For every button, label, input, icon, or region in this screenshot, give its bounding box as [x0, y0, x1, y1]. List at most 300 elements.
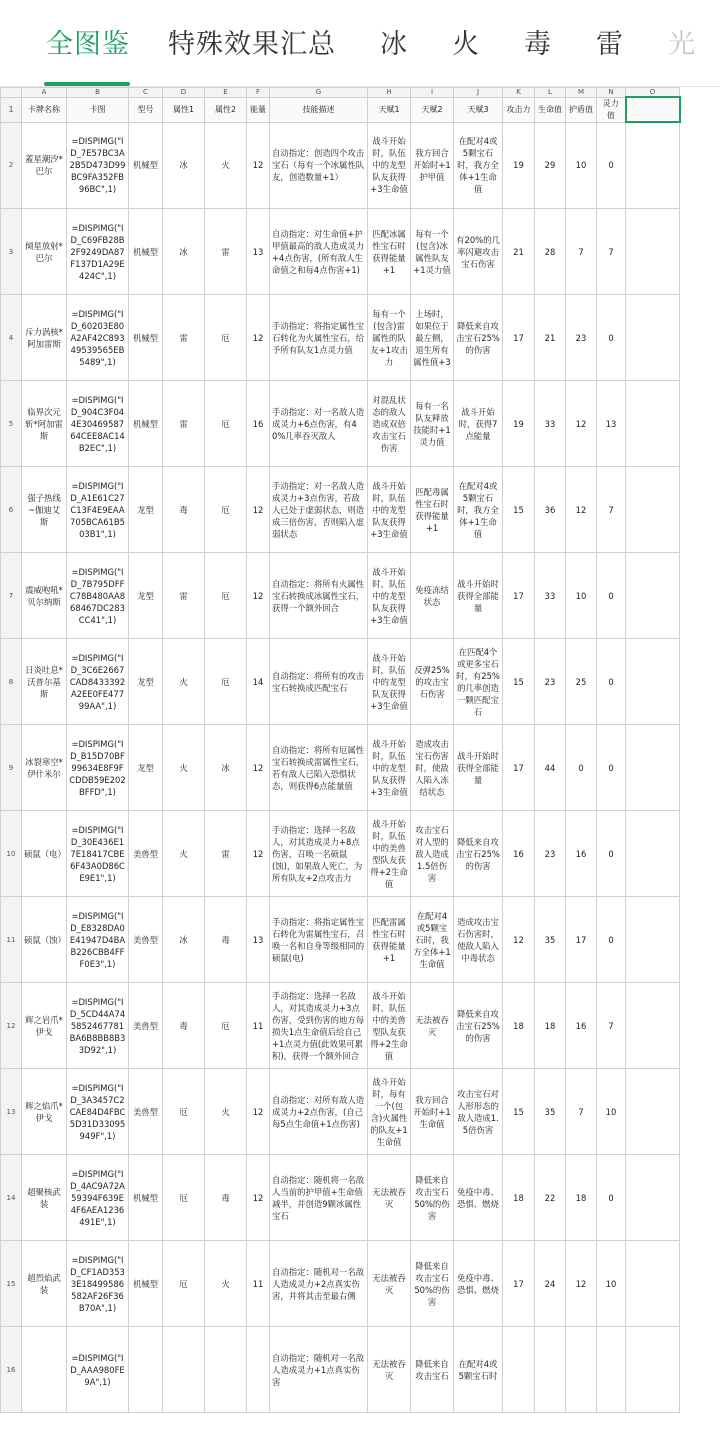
table-cell[interactable]	[626, 1327, 680, 1413]
table-cell[interactable]: 44	[535, 725, 566, 811]
table-row[interactable]	[1, 1155, 680, 1241]
column-header-d[interactable]: D	[163, 88, 205, 98]
table-cell[interactable]: 降低来自攻击宝石50%的伤害	[411, 1241, 454, 1327]
spreadsheet-grid[interactable]	[0, 87, 681, 1413]
row-number[interactable]: 11	[1, 897, 22, 983]
table-cell[interactable]: 16	[247, 381, 270, 467]
column-header-h[interactable]: H	[368, 88, 411, 98]
header-cell[interactable]: 型号	[129, 97, 163, 122]
table-cell[interactable]: 24	[535, 1241, 566, 1327]
table-row[interactable]	[1, 122, 680, 209]
table-cell[interactable]: 每有一个(包含)冰属性队友+1灵力值	[411, 209, 454, 295]
table-cell[interactable]: 16	[503, 811, 535, 897]
table-cell[interactable]: =DISPIMG("ID_7E57BC3A2B5D473D99BC9FA352FB96BC",1)	[67, 122, 129, 209]
table-cell[interactable]: 毒	[205, 897, 247, 983]
table-cell[interactable]: 战斗开始时获得全部能量	[454, 553, 503, 639]
table-cell[interactable]: 29	[535, 122, 566, 209]
row-number[interactable]: 13	[1, 1069, 22, 1155]
table-cell[interactable]: 战斗开始时获得全部能量	[454, 725, 503, 811]
table-cell[interactable]: 美兽型	[129, 811, 163, 897]
table-row[interactable]	[1, 553, 680, 639]
table-cell[interactable]: 35	[535, 897, 566, 983]
table-cell[interactable]: 23	[535, 639, 566, 725]
table-cell[interactable]: 无法被吞灭	[411, 983, 454, 1069]
table-row[interactable]	[1, 1241, 680, 1327]
table-cell[interactable]: =DISPIMG("ID_B15D70BF99634E8F9FCDDB59E202BFFD",1)	[67, 725, 129, 811]
table-cell[interactable]: 手动指定：选择一名敌人，对其造成灵力+8点伤害，召唤一名硕鼠(蚀)，如果敌人死亡，为所有队友+2点攻击力	[270, 811, 368, 897]
table-cell[interactable]: 10	[597, 1241, 626, 1327]
row-number[interactable]: 5	[1, 381, 22, 467]
table-cell[interactable]	[626, 381, 680, 467]
table-cell[interactable]: 12	[247, 467, 270, 553]
table-cell[interactable]	[626, 639, 680, 725]
table-cell[interactable]: =DISPIMG("ID_3C6E2667CAD8433392A2EE0FE47799AA",1)	[67, 639, 129, 725]
table-cell[interactable]: 造成攻击宝石伤害时，使敌人陷入中毒状态	[454, 897, 503, 983]
table-cell[interactable]: 火	[163, 725, 205, 811]
table-cell[interactable]: 0	[566, 725, 597, 811]
row-number[interactable]: 3	[1, 209, 22, 295]
table-cell[interactable]: 21	[535, 295, 566, 381]
header-cell[interactable]: 属性1	[163, 97, 205, 122]
table-cell[interactable]: 攻击宝石对人型的敌人造成1.5倍伤害	[411, 811, 454, 897]
table-cell[interactable]: 15	[503, 467, 535, 553]
table-cell[interactable]: 毒	[205, 1155, 247, 1241]
table-cell[interactable]: 硕鼠（蚀）	[22, 897, 67, 983]
table-cell[interactable]: 免疫中毒、恐惧、燃烧	[454, 1241, 503, 1327]
table-cell[interactable]: 7	[597, 467, 626, 553]
table-cell[interactable]: 厄	[205, 983, 247, 1069]
table-cell[interactable]: 厄	[205, 553, 247, 639]
table-cell[interactable]: 12	[247, 122, 270, 209]
table-cell[interactable]: 18	[503, 1155, 535, 1241]
table-cell[interactable]: 有20%的几率闪避攻击宝石伤害	[454, 209, 503, 295]
column-header-a[interactable]: A	[22, 88, 67, 98]
column-header-k[interactable]: K	[503, 88, 535, 98]
row-number[interactable]: 7	[1, 553, 22, 639]
tab-thunder[interactable]: 雷	[596, 29, 624, 60]
table-cell[interactable]: 火	[205, 1241, 247, 1327]
row-number[interactable]: 2	[1, 122, 22, 209]
header-cell[interactable]: 护盾值	[566, 97, 597, 122]
table-cell[interactable]: 18	[566, 1155, 597, 1241]
column-header-row	[1, 88, 680, 98]
table-cell[interactable]: 12	[247, 725, 270, 811]
table-cell[interactable]: 12	[247, 811, 270, 897]
table-cell[interactable]: 美兽型	[129, 897, 163, 983]
table-cell[interactable]: 23	[566, 295, 597, 381]
table-cell[interactable]: 降低来自攻击宝石	[411, 1327, 454, 1413]
table-cell[interactable]: 毒	[163, 467, 205, 553]
table-cell[interactable]: 机械型	[129, 209, 163, 295]
table-row[interactable]	[1, 811, 680, 897]
table-cell[interactable]: 18	[535, 983, 566, 1069]
table-cell[interactable]: 厄	[163, 1241, 205, 1327]
table-cell[interactable]	[626, 983, 680, 1069]
column-header-i[interactable]: I	[411, 88, 454, 98]
table-cell[interactable]: =DISPIMG("ID_4AC9A72A59394F639E4F6AEA1236491E",1)	[67, 1155, 129, 1241]
header-cell[interactable]: 天赋1	[368, 97, 411, 122]
table-cell[interactable]: 35	[535, 1069, 566, 1155]
column-header-n[interactable]: N	[597, 88, 626, 98]
table-cell[interactable]: 10	[566, 553, 597, 639]
table-cell[interactable]: 自动指定：对所有敌人造成灵力+2点伤害，(自己每5点生命值+1点伤害)	[270, 1069, 368, 1155]
table-cell[interactable]: 自动指定：创造四个攻击宝石（每有一个冰属性队友，创造数量+1）	[270, 122, 368, 209]
column-header-b[interactable]: B	[67, 88, 129, 98]
row-number[interactable]: 10	[1, 811, 22, 897]
table-cell[interactable]: 0	[597, 295, 626, 381]
table-cell[interactable]: 10	[566, 122, 597, 209]
row-number[interactable]: 8	[1, 639, 22, 725]
table-cell[interactable]: 日炎吐息*沃普尔基斯	[22, 639, 67, 725]
table-cell[interactable]: 龙型	[129, 725, 163, 811]
table-cell[interactable]: 12	[503, 897, 535, 983]
table-cell[interactable]: 11	[247, 983, 270, 1069]
table-row[interactable]	[1, 725, 680, 811]
table-cell[interactable]: 斥力涡核*阿加雷斯	[22, 295, 67, 381]
table-cell[interactable]: 倾星放射*巴尔	[22, 209, 67, 295]
table-cell[interactable]: 火	[205, 122, 247, 209]
table-cell[interactable]	[205, 1327, 247, 1413]
row-number[interactable]: 15	[1, 1241, 22, 1327]
header-cell[interactable]: 天赋3	[454, 97, 503, 122]
table-cell[interactable]: 自动指定：将所有的攻击宝石转换成匹配宝石	[270, 639, 368, 725]
table-cell[interactable]: 12	[247, 553, 270, 639]
table-row[interactable]	[1, 639, 680, 725]
table-cell[interactable]: 攻击宝石对人形形态的敌人造成1.5倍伤害	[454, 1069, 503, 1155]
table-cell[interactable]: 12	[247, 295, 270, 381]
table-cell[interactable]: 匹配雷属性宝石时获得能量+1	[368, 897, 411, 983]
table-cell[interactable]	[566, 1327, 597, 1413]
table-cell[interactable]	[626, 467, 680, 553]
table-cell[interactable]: 33	[535, 553, 566, 639]
table-cell[interactable]: 11	[247, 1241, 270, 1327]
table-cell[interactable]: 在配对4或5颗宝石时，我方全体+1生命值	[454, 122, 503, 209]
table-cell[interactable]: 降低来自攻击宝石25%的伤害	[454, 983, 503, 1069]
table-cell[interactable]: =DISPIMG("ID_60203E80A2AF42C89349539565EB5489",1)	[67, 295, 129, 381]
row-number[interactable]: 14	[1, 1155, 22, 1241]
tab-ice[interactable]: 冰	[380, 29, 408, 60]
table-cell[interactable]: 0	[597, 725, 626, 811]
table-cell[interactable]: 自动指定：随机将一名敌人当前的护甲值+生命值减半，并创造9颗冰属性宝石	[270, 1155, 368, 1241]
table-cell[interactable]: 机械型	[129, 381, 163, 467]
table-cell[interactable]: 战斗开始时，队伍中的龙型队友获得+3生命值	[368, 553, 411, 639]
table-cell[interactable]: 上场时，如果位于最左侧，退生所有属性值+3	[411, 295, 454, 381]
table-cell[interactable]: 7	[597, 209, 626, 295]
table-cell[interactable]: 17	[503, 295, 535, 381]
table-cell[interactable]: 36	[535, 467, 566, 553]
table-cell[interactable]: 手动指定：选择一名敌人，对其造成灵力+3点伤害，受到伤害的地方每损失1点生命值后给自己+1点灵力值(此效果可累积)，获得一个额外回合	[270, 983, 368, 1069]
table-cell[interactable]	[163, 1327, 205, 1413]
table-cell[interactable]: 14	[247, 639, 270, 725]
table-cell[interactable]: 自动指定：随机对一名敌人造成灵力+2点真实伤害，并将其击至最右侧	[270, 1241, 368, 1327]
table-cell[interactable]: 冰	[163, 897, 205, 983]
table-cell[interactable]: 13	[247, 209, 270, 295]
table-cell[interactable]: 厄	[205, 381, 247, 467]
table-cell[interactable]: 12	[566, 467, 597, 553]
table-cell[interactable]: 无法被吞灭	[368, 1241, 411, 1327]
table-cell[interactable]: 手动指定：对一名敌人造成灵力+6点伤害，有40%几率吞灭敌人	[270, 381, 368, 467]
table-cell[interactable]: 22	[535, 1155, 566, 1241]
table-cell[interactable]: 自动指定：将所有厄属性宝石转换成雷属性宝石，若有敌人已陷入恐惧状态，则获得6点能量值	[270, 725, 368, 811]
table-cell[interactable]: 0	[597, 122, 626, 209]
header-cell[interactable]: 能量	[247, 97, 270, 122]
tab-light[interactable]: 光	[668, 29, 696, 60]
table-cell[interactable]	[626, 122, 680, 209]
table-cell[interactable]: 19	[503, 381, 535, 467]
table-cell[interactable]: 战斗开始时，每有一个(包含)火属性的队友+1生命值	[368, 1069, 411, 1155]
table-cell[interactable]: 雷	[163, 295, 205, 381]
table-cell[interactable]: 战斗开始时，队伍中的美兽型队友获得+2生命值	[368, 811, 411, 897]
row-number[interactable]: 12	[1, 983, 22, 1069]
table-cell[interactable]: 火	[163, 639, 205, 725]
table-cell[interactable]: 17	[503, 1241, 535, 1327]
table-cell[interactable]: 冰	[163, 209, 205, 295]
table-row[interactable]	[1, 209, 680, 295]
column-header-m[interactable]: M	[566, 88, 597, 98]
table-cell[interactable]: =DISPIMG("ID_E8328DA0E41947D4BAB226CBB4FFF0E3",1)	[67, 897, 129, 983]
table-cell[interactable]	[626, 811, 680, 897]
table-cell[interactable]	[626, 725, 680, 811]
table-cell[interactable]: 19	[503, 122, 535, 209]
table-cell[interactable]: 匹配冰属性宝石时获得能量+1	[368, 209, 411, 295]
row-number[interactable]: 16	[1, 1327, 22, 1413]
table-cell[interactable]: =DISPIMG("ID_C69FB28B2F9249DA87F137D1A29E424C",1)	[67, 209, 129, 295]
row-number[interactable]: 9	[1, 725, 22, 811]
table-cell[interactable]: 手动指定：对一名敌人造成灵力+3点伤害，若敌人已处于虚弱状态，则造成三倍伤害，否则陷入虚弱状态	[270, 467, 368, 553]
select-all-corner[interactable]	[1, 88, 22, 98]
table-cell[interactable]: =DISPIMG("ID_CF1AD3533E18499586582AF26F36B70A",1)	[67, 1241, 129, 1327]
table-cell[interactable]: 强子热线~伽迪艾斯	[22, 467, 67, 553]
table-cell[interactable]	[626, 1241, 680, 1327]
table-cell[interactable]: 龙型	[129, 553, 163, 639]
table-cell[interactable]: 雷	[205, 811, 247, 897]
table-cell[interactable]: 0	[597, 897, 626, 983]
table-cell[interactable]: 降低来自攻击宝石50%的伤害	[411, 1155, 454, 1241]
table-cell[interactable]: 厄	[205, 295, 247, 381]
table-cell[interactable]: 厄	[163, 1155, 205, 1241]
table-cell[interactable]: 28	[535, 209, 566, 295]
table-cell[interactable]: 冰	[205, 725, 247, 811]
table-cell[interactable]: 雷	[163, 381, 205, 467]
table-cell[interactable]	[503, 1327, 535, 1413]
table-cell[interactable]	[22, 1327, 67, 1413]
table-cell[interactable]: 12	[566, 381, 597, 467]
table-row[interactable]	[1, 1069, 680, 1155]
table-cell[interactable]: =DISPIMG("ID_904C3F044E3046958764CEE8AC14B2EC",1)	[67, 381, 129, 467]
column-header-o[interactable]: O	[626, 88, 680, 98]
table-cell[interactable]: 战斗开始时，获得7点能量	[454, 381, 503, 467]
table-cell[interactable]: 每有一个(包含)雷属性的队友+1攻击力	[368, 295, 411, 381]
table-row[interactable]	[1, 983, 680, 1069]
table-cell[interactable]: 手动指定：将指定属性宝石转化为火属性宝石，给予所有队友1点灵力值	[270, 295, 368, 381]
header-cell[interactable]: 灵力值	[597, 97, 626, 122]
table-cell[interactable]	[129, 1327, 163, 1413]
table-cell[interactable]: 美兽型	[129, 1069, 163, 1155]
table-cell[interactable]: 厄	[205, 467, 247, 553]
table-cell[interactable]	[626, 1155, 680, 1241]
header-cell[interactable]: 卡牌名称	[22, 97, 67, 122]
table-cell[interactable]: 辉之岩爪*伊戈	[22, 983, 67, 1069]
table-cell[interactable]: 临界次元斩*阿加雷斯	[22, 381, 67, 467]
table-cell[interactable]: =DISPIMG("ID_30E436E17E18417CBE6F43A0D86CE9E1",1)	[67, 811, 129, 897]
header-cell[interactable]: 属性2	[205, 97, 247, 122]
column-header-e[interactable]: E	[205, 88, 247, 98]
table-cell[interactable]: 17	[503, 725, 535, 811]
table-cell[interactable]: =DISPIMG("ID_AAA980FE9A",1)	[67, 1327, 129, 1413]
table-cell[interactable]: 冰	[163, 122, 205, 209]
table-cell[interactable]: 无法被吞灭	[368, 1327, 411, 1413]
table-cell[interactable]	[626, 553, 680, 639]
table-cell[interactable]: 在配对4或5颗宝石时，我方全体+1生命值	[411, 897, 454, 983]
table-cell[interactable]: 战斗开始时，队伍中的龙型队友获得+3生命值	[368, 467, 411, 553]
table-cell[interactable]: 超烈焰武装	[22, 1241, 67, 1327]
table-cell[interactable]: 16	[566, 811, 597, 897]
table-cell[interactable]: 冰裂寒空*伊什米尔	[22, 725, 67, 811]
header-cell[interactable]: 生命值	[535, 97, 566, 122]
table-cell[interactable]: 我方回合开始时+1护甲值	[411, 122, 454, 209]
table-cell[interactable]	[597, 1327, 626, 1413]
header-cell[interactable]: 技能描述	[270, 97, 368, 122]
table-cell[interactable]	[626, 209, 680, 295]
column-header-g[interactable]: G	[270, 88, 368, 98]
header-cell[interactable]: 天赋2	[411, 97, 454, 122]
column-header-f[interactable]: F	[247, 88, 270, 98]
table-cell[interactable]: 火	[205, 1069, 247, 1155]
table-cell[interactable]: 13	[247, 897, 270, 983]
table-cell[interactable]: 厄	[163, 1069, 205, 1155]
table-cell[interactable]	[626, 897, 680, 983]
table-cell[interactable]: 对混乱状态的敌人造成双倍攻击宝石伤害	[368, 381, 411, 467]
row-number[interactable]: 1	[1, 97, 22, 122]
table-cell[interactable]: 美兽型	[129, 983, 163, 1069]
table-cell[interactable]: 机械型	[129, 122, 163, 209]
table-cell[interactable]: 10	[597, 1069, 626, 1155]
table-cell[interactable]: =DISPIMG("ID_5CD44A745852467781BA6B8BB8B33D92",1)	[67, 983, 129, 1069]
table-cell[interactable]: 7	[566, 1069, 597, 1155]
column-header-l[interactable]: L	[535, 88, 566, 98]
table-cell[interactable]: 降低来自攻击宝石25%的伤害	[454, 811, 503, 897]
table-cell[interactable]: 15	[503, 639, 535, 725]
table-cell[interactable]: 在配对4或5颗宝石时	[454, 1327, 503, 1413]
table-row[interactable]	[1, 467, 680, 553]
table-cell[interactable]: 手动指定：将指定属性宝石转化为雷属性宝石，召唤一名和自身等级相同的硕鼠(电)	[270, 897, 368, 983]
active-tab-indicator	[44, 82, 130, 86]
table-cell[interactable]: 33	[535, 381, 566, 467]
table-cell[interactable]: 13	[597, 381, 626, 467]
table-cell[interactable]: 机械型	[129, 1155, 163, 1241]
table-cell[interactable]: 7	[597, 983, 626, 1069]
table-cell[interactable]: 战斗开始时，队伍中的龙型队友获得+3生命值	[368, 639, 411, 725]
table-cell[interactable]: 在配对4或5颗宝石时，我方全体+1生命值	[454, 467, 503, 553]
table-cell[interactable]: 雷	[205, 209, 247, 295]
table-cell[interactable]	[626, 295, 680, 381]
table-cell[interactable]: 我方回合开始时+1生命值	[411, 1069, 454, 1155]
table-row[interactable]	[1, 1327, 680, 1413]
table-cell[interactable]: 战斗开始时，队伍中的美兽型队友获得+2生命值	[368, 983, 411, 1069]
table-cell[interactable]: 每有一名队友释放技能时+1灵力值	[411, 381, 454, 467]
row-number[interactable]: 6	[1, 467, 22, 553]
table-cell[interactable]: 16	[566, 983, 597, 1069]
table-cell[interactable]: 0	[597, 639, 626, 725]
table-row[interactable]	[1, 295, 680, 381]
table-cell[interactable]: 龙型	[129, 639, 163, 725]
table-cell[interactable]: =DISPIMG("ID_3A3457C2CAE84D4FBC5D31D33095949F",1)	[67, 1069, 129, 1155]
column-header-c[interactable]: C	[129, 88, 163, 98]
column-header-j[interactable]: J	[454, 88, 503, 98]
tab-fire[interactable]: 火	[452, 29, 480, 60]
header-row	[1, 97, 680, 122]
header-cell[interactable]: 攻击力	[503, 97, 535, 122]
table-cell[interactable]: 辉之焰爪*伊戈	[22, 1069, 67, 1155]
table-row[interactable]	[1, 897, 680, 983]
row-number[interactable]: 4	[1, 295, 22, 381]
table-cell[interactable]: 降低来自攻击宝石25%的伤害	[454, 295, 503, 381]
table-cell[interactable]: 厄	[205, 639, 247, 725]
table-cell[interactable]: 15	[503, 1069, 535, 1155]
category-tab-bar	[0, 0, 720, 87]
table-cell[interactable]: 免疫冻结状态	[411, 553, 454, 639]
table-cell[interactable]: 战斗开始时，队伍中的龙型队友获得+3生命值	[368, 725, 411, 811]
tab-poison[interactable]: 毒	[524, 29, 552, 60]
table-cell[interactable]: =DISPIMG("ID_A1E61C27C13F4E9EAA705BCA61B503B1",1)	[67, 467, 129, 553]
table-cell[interactable]: 自动指定：对生命值+护甲值最高的敌人造成灵力+4点伤害，(所有敌人生命值之和每4点伤害+1)	[270, 209, 368, 295]
table-cell[interactable]: 毒	[163, 983, 205, 1069]
header-cell[interactable]: 卡图	[67, 97, 129, 122]
table-cell[interactable]: 免疫中毒、恐惧、燃烧	[454, 1155, 503, 1241]
table-cell[interactable]: 在匹配4个或更多宝石时，有25%的几率创造一颗匹配宝石	[454, 639, 503, 725]
table-cell[interactable]: =DISPIMG("ID_7B795DFFC78B480AA868467DC283CC41",1)	[67, 553, 129, 639]
table-cell[interactable]: 21	[503, 209, 535, 295]
table-cell[interactable]: 造成攻击宝石伤害时，使敌人陷入冻结状态	[411, 725, 454, 811]
table-cell[interactable]	[626, 1069, 680, 1155]
table-cell[interactable]: 25	[566, 639, 597, 725]
table-cell[interactable]: 0	[597, 553, 626, 639]
table-cell[interactable]: 7	[566, 209, 597, 295]
table-cell[interactable]: 12	[566, 1241, 597, 1327]
table-row[interactable]	[1, 381, 680, 467]
table-cell[interactable]: 震威咆吼*贝尔纳斯	[22, 553, 67, 639]
table-cell[interactable]: 匹配毒属性宝石时获得能量+1	[411, 467, 454, 553]
table-cell[interactable]: 自动指定：将所有火属性宝石转换成冰属性宝石，获得一个额外回合	[270, 553, 368, 639]
table-cell[interactable]: 17	[566, 897, 597, 983]
table-cell[interactable]	[247, 1327, 270, 1413]
table-cell[interactable]: 12	[247, 1069, 270, 1155]
table-cell[interactable]: 龙型	[129, 467, 163, 553]
table-cell[interactable]: 0	[597, 811, 626, 897]
table-cell[interactable]: 17	[503, 553, 535, 639]
header-cell[interactable]	[626, 97, 680, 122]
table-cell[interactable]: 无法被吞灭	[368, 1155, 411, 1241]
table-cell[interactable]: 火	[163, 811, 205, 897]
table-cell[interactable]: 23	[535, 811, 566, 897]
table-cell[interactable]: 反弹25%的攻击宝石伤害	[411, 639, 454, 725]
tab-special-effects[interactable]: 特殊效果汇总	[168, 29, 336, 60]
table-cell[interactable]: 硕鼠（电）	[22, 811, 67, 897]
table-cell[interactable]: 蓋星潮汐*巴尔	[22, 122, 67, 209]
table-cell[interactable]: 18	[503, 983, 535, 1069]
table-cell[interactable]: 战斗开始时，队伍中的龙型队友获得+3生命值	[368, 122, 411, 209]
table-cell[interactable]: 机械型	[129, 295, 163, 381]
table-cell[interactable]: 超聚核武装	[22, 1155, 67, 1241]
table-cell[interactable]	[535, 1327, 566, 1413]
table-cell[interactable]: 自动指定：随机对一名敌人造成灵力+1点真实伤害	[270, 1327, 368, 1413]
table-cell[interactable]: 雷	[163, 553, 205, 639]
table-cell[interactable]: 机械型	[129, 1241, 163, 1327]
spreadsheet[interactable]	[0, 87, 720, 1387]
table-cell[interactable]: 12	[247, 1155, 270, 1241]
tab-all-catalog[interactable]: 全图鉴	[46, 29, 130, 60]
table-cell[interactable]: 0	[597, 1155, 626, 1241]
